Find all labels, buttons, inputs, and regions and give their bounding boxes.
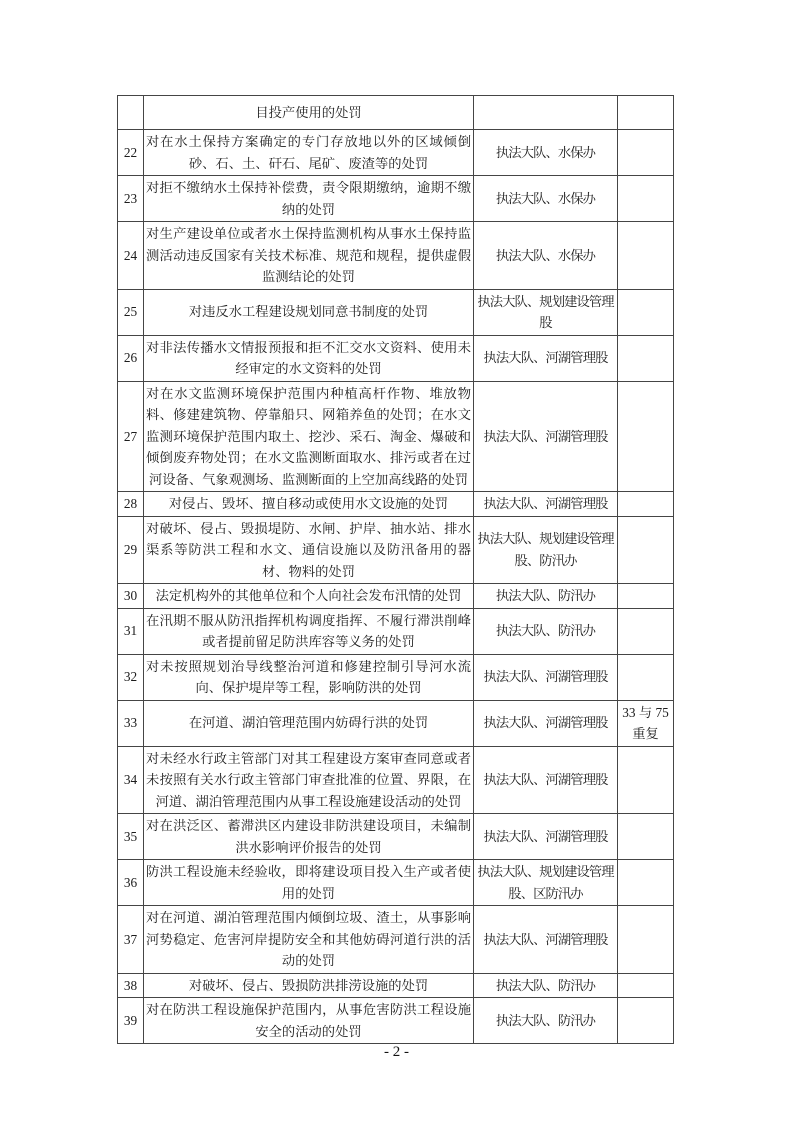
department-cell: 执法大队、防汛办 [474, 584, 618, 609]
penalty-item-cell: 在河道、湖泊管理范围内妨碍行洪的处罚 [144, 700, 474, 746]
penalty-item-cell: 对未经水行政主管部门对其工程建设方案审查同意或者未按照有关水行政主管部门审查批准的位置、界限，在河道、湖泊管理范围内从事工程设施建设活动的处罚 [144, 746, 474, 814]
table-row [118, 130, 674, 176]
row-number-cell: 29 [118, 516, 144, 584]
department-cell: 执法大队、河湖管理股 [474, 746, 618, 814]
table-row [118, 998, 674, 1044]
note-cell [618, 96, 674, 130]
table-row [118, 608, 674, 654]
table-row [118, 860, 674, 906]
note-cell [618, 130, 674, 176]
table-row [118, 973, 674, 998]
note-cell [618, 746, 674, 814]
department-cell [474, 96, 618, 130]
table-row [118, 96, 674, 130]
note-cell [618, 814, 674, 860]
note-cell [618, 176, 674, 222]
row-number-cell: 22 [118, 130, 144, 176]
department-cell: 执法大队、防汛办 [474, 998, 618, 1044]
note-cell [618, 973, 674, 998]
note-cell [618, 906, 674, 974]
row-number-cell: 24 [118, 222, 144, 290]
page-number: - 2 - [384, 1044, 409, 1060]
department-cell: 执法大队、规划建设管理股 [474, 289, 618, 335]
penalty-item-cell: 目投产使用的处罚 [144, 96, 474, 130]
note-cell [618, 335, 674, 381]
note-cell [618, 654, 674, 700]
department-cell: 执法大队、河湖管理股 [474, 700, 618, 746]
row-number-cell: 35 [118, 814, 144, 860]
row-number-cell: 34 [118, 746, 144, 814]
department-cell: 执法大队、河湖管理股 [474, 814, 618, 860]
row-number-cell [118, 96, 144, 130]
table-row [118, 906, 674, 974]
row-number-cell: 28 [118, 492, 144, 517]
penalty-item-cell: 对侵占、毁坏、擅自移动或使用水文设施的处罚 [144, 492, 474, 517]
note-cell [618, 860, 674, 906]
department-cell: 执法大队、河湖管理股 [474, 906, 618, 974]
row-number-cell: 26 [118, 335, 144, 381]
department-cell: 执法大队、防汛办 [474, 973, 618, 998]
row-number-cell: 38 [118, 973, 144, 998]
department-cell: 执法大队、防汛办 [474, 608, 618, 654]
table-row [118, 381, 674, 492]
row-number-cell: 30 [118, 584, 144, 609]
penalty-item-cell: 对在水文监测环境保护范围内种植高杆作物、堆放物料、修建建筑物、停靠船只、网箱养鱼的处罚；在水文监测环境保护范围内取土、挖沙、采石、淘金、爆破和倾倒废弃物处罚；在水文监测断面取水、排污或者在过河设备、气象观测场、监测断面的上空加高线路的处罚 [144, 381, 474, 492]
table-row [118, 584, 674, 609]
table-row [118, 746, 674, 814]
penalty-items-table [117, 95, 674, 1044]
penalty-item-cell: 对破坏、侵占、毁损防洪排涝设施的处罚 [144, 973, 474, 998]
note-cell: 33 与 75 重复 [618, 700, 674, 746]
penalty-item-cell: 对违反水工程建设规划同意书制度的处罚 [144, 289, 474, 335]
row-number-cell: 33 [118, 700, 144, 746]
row-number-cell: 36 [118, 860, 144, 906]
penalty-item-cell: 对非法传播水文情报预报和拒不汇交水文资料、使用未经审定的水文资料的处罚 [144, 335, 474, 381]
note-cell [618, 608, 674, 654]
note-cell [618, 381, 674, 492]
note-cell [618, 289, 674, 335]
penalty-item-cell: 对在水土保持方案确定的专门存放地以外的区域倾倒砂、石、土、矸石、尾矿、废渣等的处罚 [144, 130, 474, 176]
department-cell: 执法大队、规划建设管理股、区防汛办 [474, 860, 618, 906]
penalty-item-cell: 对生产建设单位或者水土保持监测机构从事水土保持监测活动违反国家有关技术标准、规范和规程，提供虚假监测结论的处罚 [144, 222, 474, 290]
department-cell: 执法大队、河湖管理股 [474, 335, 618, 381]
note-cell [618, 584, 674, 609]
penalty-item-cell: 对拒不缴纳水土保持补偿费，责令限期缴纳，逾期不缴纳的处罚 [144, 176, 474, 222]
department-cell: 执法大队、河湖管理股 [474, 381, 618, 492]
row-number-cell: 27 [118, 381, 144, 492]
note-cell [618, 492, 674, 517]
penalty-item-cell: 对未按照规划治导线整治河道和修建控制引导河水流向、保护堤岸等工程，影响防洪的处罚 [144, 654, 474, 700]
table-row [118, 654, 674, 700]
row-number-cell: 39 [118, 998, 144, 1044]
row-number-cell: 37 [118, 906, 144, 974]
note-cell [618, 998, 674, 1044]
department-cell: 执法大队、水保办 [474, 130, 618, 176]
row-number-cell: 31 [118, 608, 144, 654]
department-cell: 执法大队、水保办 [474, 222, 618, 290]
penalty-item-cell: 对在防洪工程设施保护范围内，从事危害防洪工程设施安全的活动的处罚 [144, 998, 474, 1044]
penalty-item-cell: 对在洪泛区、蓄滞洪区内建设非防洪建设项目，未编制洪水影响评价报告的处罚 [144, 814, 474, 860]
penalty-item-cell: 对破坏、侵占、毁损堤防、水闸、护岸、抽水站、排水渠系等防洪工程和水文、通信设施以及防汛备用的器材、物料的处罚 [144, 516, 474, 584]
department-cell: 执法大队、规划建设管理股、防汛办 [474, 516, 618, 584]
penalty-table-body [118, 96, 674, 1044]
department-cell: 执法大队、水保办 [474, 176, 618, 222]
table-row [118, 814, 674, 860]
penalty-item-cell: 防洪工程设施未经验收，即将建设项目投入生产或者使用的处罚 [144, 860, 474, 906]
department-cell: 执法大队、河湖管理股 [474, 654, 618, 700]
department-cell: 执法大队、河湖管理股 [474, 492, 618, 517]
table-row [118, 516, 674, 584]
penalty-item-cell: 在汛期不服从防汛指挥机构调度指挥、不履行滞洪削峰或者提前留足防洪库容等义务的处罚 [144, 608, 474, 654]
table-row [118, 176, 674, 222]
penalty-item-cell: 法定机构外的其他单位和个人向社会发布汛情的处罚 [144, 584, 474, 609]
row-number-cell: 32 [118, 654, 144, 700]
table-row [118, 335, 674, 381]
note-cell [618, 222, 674, 290]
table-row [118, 492, 674, 517]
row-number-cell: 25 [118, 289, 144, 335]
table-row [118, 289, 674, 335]
table-row [118, 222, 674, 290]
table-row [118, 700, 674, 746]
row-number-cell: 23 [118, 176, 144, 222]
penalty-item-cell: 对在河道、湖泊管理范围内倾倒垃圾、渣土，从事影响河势稳定、危害河岸提防安全和其他妨碍河道行洪的活动的处罚 [144, 906, 474, 974]
note-cell [618, 516, 674, 584]
